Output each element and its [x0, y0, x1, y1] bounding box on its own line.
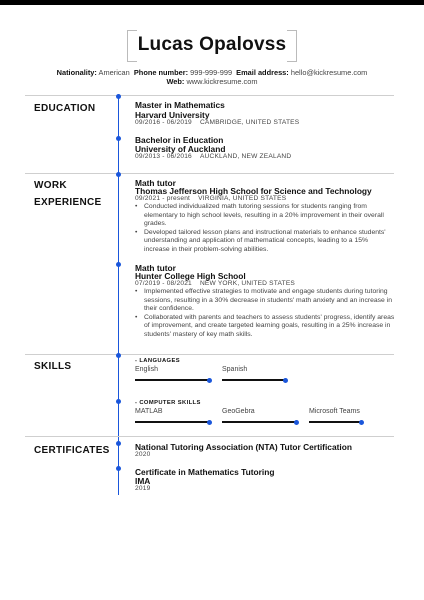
web-link[interactable]: www.kickresume.com: [186, 77, 258, 86]
skill-name: Microsoft Teams: [309, 408, 360, 415]
timeline-line: [118, 95, 119, 495]
job-bullets: [135, 288, 395, 340]
job-company: Thomas Jefferson High School for Science and Technology: [135, 186, 372, 196]
skill-level-bar: [222, 421, 297, 423]
timeline-dot: [116, 399, 121, 404]
certificate-name: National Tutoring Association (NTA) Tutor Certification: [135, 442, 352, 452]
education-dates: 09/2013 - 06/2016: [135, 153, 192, 160]
timeline-dot: [116, 94, 121, 99]
education-meta: [135, 153, 291, 160]
skill-item: [309, 408, 384, 415]
education-dates: 09/2016 - 06/2019: [135, 119, 192, 126]
timeline-dot: [116, 262, 121, 267]
nationality-label: Nationality:: [56, 68, 97, 77]
skill-name: Spanish: [222, 366, 248, 373]
timeline-dot: [116, 353, 121, 358]
section-divider: [25, 173, 394, 174]
skill-level-bar: [135, 421, 210, 423]
contact-line-2: [0, 77, 424, 86]
skill-name: GeoGebra: [222, 408, 255, 415]
languages-heading: - LANGUAGES: [135, 358, 180, 364]
skill-level-knob: [294, 420, 299, 425]
job-meta: [135, 195, 286, 202]
work-title-line2: EXPERIENCE: [34, 197, 102, 208]
skill-item: [135, 366, 210, 373]
contact-line-1: [0, 68, 424, 77]
skill-name: English: [135, 366, 158, 373]
education-place: AUCKLAND, NEW ZEALAND: [199, 153, 292, 160]
email-link[interactable]: hello@kickresume.com: [290, 68, 368, 77]
skill-name: MATLAB: [135, 408, 163, 415]
education-degree: Bachelor in Education: [135, 135, 224, 145]
education-meta: [135, 119, 299, 126]
education-school: Harvard University: [135, 110, 210, 120]
job-bullet: • Developed tailored lesson plans and instructional materials to enhance students' understanding and application of mathematical concepts, leading to a 15% increase in their problem-solving abilities.: [135, 229, 395, 255]
job-company: Hunter College High School: [135, 271, 246, 281]
skill-level-bar: [135, 379, 210, 381]
timeline-dot: [116, 466, 121, 471]
education-school: University of Auckland: [135, 144, 226, 154]
education-degree: Master in Mathematics: [135, 100, 225, 110]
certificate-year: 2020: [135, 451, 151, 458]
job-dates: 07/2019 - 08/2021: [135, 280, 192, 287]
phone-value: 999-999-999: [190, 68, 233, 77]
timeline-dot: [116, 172, 121, 177]
job-dates: 09/2021 - present: [135, 195, 191, 202]
work-title-line1: WORK: [34, 180, 67, 191]
section-divider: [25, 436, 394, 437]
job-bullet: • Conducted individualized math tutoring sessions for students ranging from elementary to high school levels, resulting in a 20% improvement in their overall grades.: [135, 203, 395, 229]
computer-skills-heading: - COMPUTER SKILLS: [135, 400, 201, 406]
skill-level-knob: [359, 420, 364, 425]
section-divider: [25, 354, 394, 355]
job-place: NEW YORK, UNITED STATES: [199, 280, 296, 287]
timeline-dot: [116, 136, 121, 141]
certificate-name: Certificate in Mathematics Tutoring: [135, 467, 275, 477]
job-role: Math tutor: [135, 263, 176, 273]
job-role: Math tutor: [135, 178, 176, 188]
skill-level-knob: [283, 378, 288, 383]
skill-level-bar: [309, 421, 362, 423]
education-title: EDUCATION: [34, 103, 96, 114]
certificate-issuer: IMA: [135, 476, 151, 486]
timeline-dot: [116, 441, 121, 446]
skill-item: [222, 408, 297, 415]
skill-level-knob: [207, 378, 212, 383]
candidate-name: Lucas Opalovss: [137, 34, 287, 55]
skills-title: SKILLS: [34, 361, 72, 372]
phone-label: Phone number:: [133, 68, 189, 77]
nationality-value: American: [98, 68, 130, 77]
certificates-title: CERTIFICATES: [34, 445, 110, 456]
job-place: VIRGINIA, UNITED STATES: [198, 195, 287, 202]
top-accent-bar: [0, 0, 424, 5]
section-divider: [25, 95, 394, 96]
education-place: CAMBRIDGE, UNITED STATES: [199, 119, 300, 126]
skill-item: [135, 408, 210, 415]
skill-item: [222, 366, 297, 373]
name-frame: [127, 30, 297, 62]
job-bullet: • Implemented effective strategies to motivate and engage students during tutoring sessions, resulting in a 30% decrease in students' math anxiety and an increase in their confidence.: [135, 288, 395, 314]
job-bullet: • Collaborated with parents and teachers to assess students' progress, identify areas of improvement, and create targeted learning goals, resulting in a 25% increase in students' mastery of key math skills.: [135, 314, 395, 340]
certificate-year: 2019: [135, 485, 151, 492]
skill-level-bar: [222, 379, 286, 381]
web-label: Web:: [166, 77, 185, 86]
skill-level-knob: [207, 420, 212, 425]
job-meta: [135, 280, 295, 287]
email-label: Email address:: [236, 68, 289, 77]
job-bullets: [135, 203, 395, 255]
